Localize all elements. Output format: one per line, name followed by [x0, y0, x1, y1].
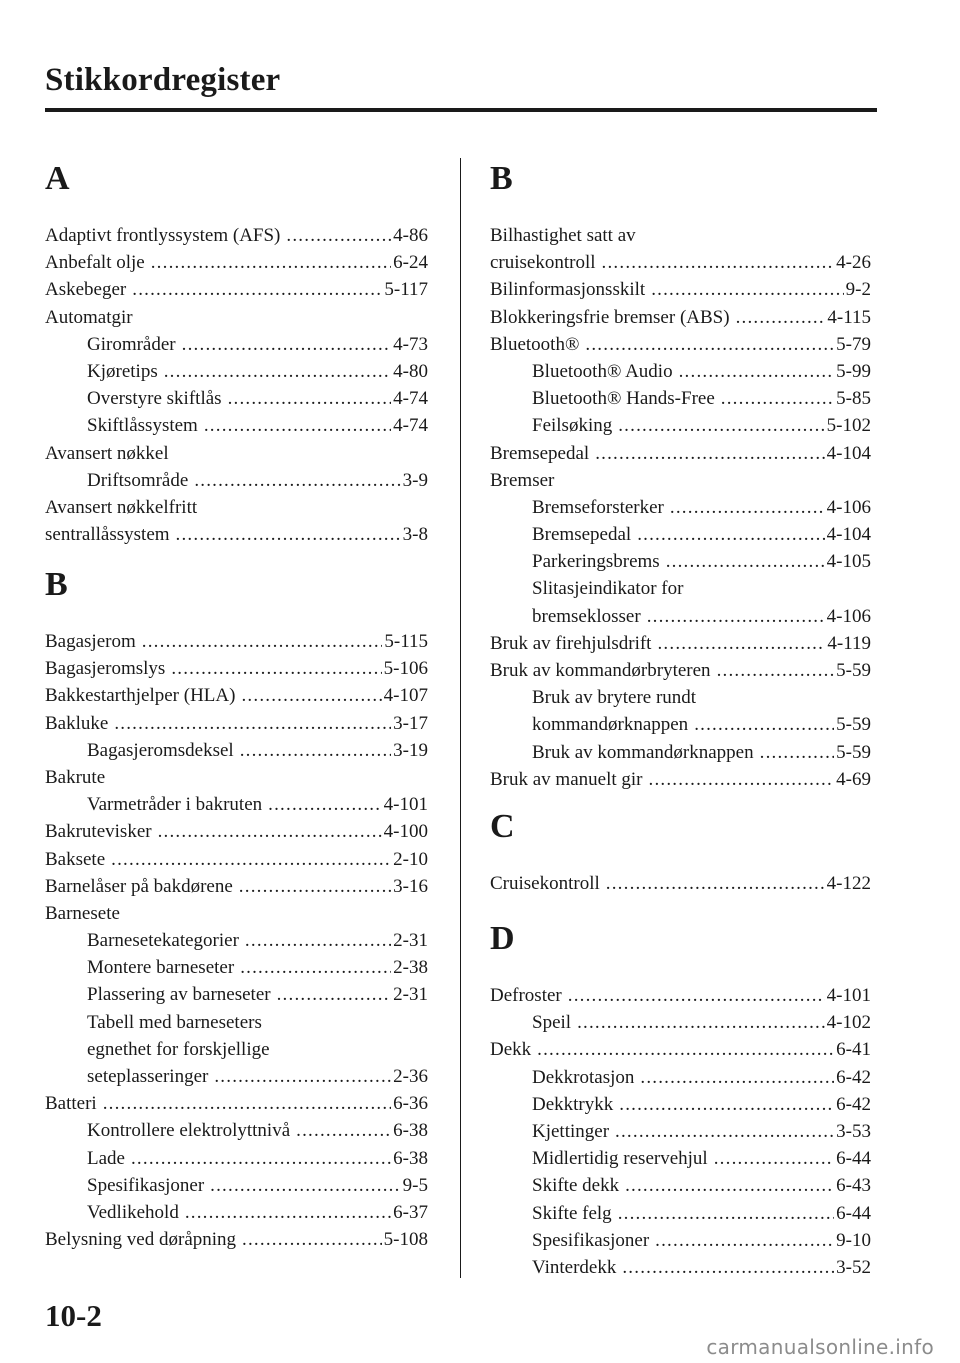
dot-leader — [679, 358, 835, 385]
index-term: Batteri — [45, 1093, 97, 1115]
index-entry — [45, 494, 428, 521]
dot-leader — [537, 1036, 834, 1063]
index-page-ref: 6-44 — [836, 1148, 871, 1170]
index-page-ref: 6-38 — [393, 1120, 428, 1142]
section-letter: A — [45, 160, 70, 197]
index-entry — [490, 711, 871, 738]
index-term: Bakkestarthjelper (HLA) — [45, 685, 236, 707]
index-entry — [490, 1172, 871, 1199]
index-entry — [490, 982, 871, 1009]
index-entry — [45, 764, 428, 791]
index-page-ref: 4-73 — [393, 333, 428, 355]
index-term: Kjøretips — [87, 360, 158, 382]
index-entry — [45, 900, 428, 927]
index-term: Plassering av barneseter — [87, 984, 271, 1006]
index-entry — [490, 1227, 871, 1254]
dot-leader — [214, 1063, 391, 1090]
index-entry — [490, 1009, 871, 1036]
index-entry — [490, 467, 871, 494]
index-term: kommandørknappen — [532, 714, 689, 736]
index-term: Bremser — [490, 469, 555, 491]
index-term: Bruk av kommandørbryteren — [490, 660, 711, 681]
dot-leader — [242, 1226, 382, 1253]
index-page-ref: 3-19 — [393, 739, 428, 761]
index-entry — [490, 276, 871, 303]
index-entry — [490, 222, 871, 249]
dot-leader — [111, 846, 391, 873]
index-page-ref: 6-41 — [836, 1039, 871, 1061]
index-page-ref: 5-59 — [836, 714, 871, 736]
index-entry — [490, 657, 871, 684]
index-term: Feilsøking — [532, 415, 613, 437]
index-entry — [45, 818, 428, 845]
watermark: carmanualsonline.info — [706, 1335, 934, 1359]
index-term: Spesifikasjoner — [87, 1174, 205, 1196]
dot-leader — [618, 412, 824, 439]
dot-leader — [622, 1254, 834, 1281]
index-entry — [45, 655, 428, 682]
index-entry — [490, 575, 871, 602]
index-page-ref: 4-100 — [383, 821, 428, 843]
index-term: Montere barneseter — [87, 957, 235, 979]
index-term: Bruk av manuelt gir — [490, 768, 643, 790]
dot-leader — [568, 982, 825, 1009]
index-term: Bluetooth® Hands-Free — [532, 388, 715, 410]
index-entry — [490, 331, 871, 358]
index-entry — [45, 1036, 428, 1063]
index-page-ref: 5-85 — [836, 388, 871, 410]
index-page-ref: 4-102 — [826, 1012, 871, 1034]
index-page-ref: 3-53 — [836, 1120, 871, 1142]
dot-leader — [602, 249, 835, 276]
index-entry-list — [45, 628, 428, 1253]
index-term: Driftsområde — [87, 469, 189, 491]
index-term: Bruk av brytere rundt — [532, 687, 697, 709]
index-entry — [45, 1090, 428, 1117]
dot-leader — [131, 1145, 391, 1172]
index-entry — [45, 791, 428, 818]
index-entry — [45, 873, 428, 900]
index-entry — [490, 1254, 871, 1281]
dot-leader — [204, 412, 391, 439]
index-entry — [45, 1226, 428, 1253]
index-term: Vinterdekk — [532, 1256, 617, 1278]
index-entry — [490, 249, 871, 276]
dot-leader — [640, 1064, 834, 1091]
index-page-ref: 5-106 — [383, 658, 428, 680]
dot-leader — [670, 494, 825, 521]
index-term: Varmetråder i bakruten — [87, 794, 263, 816]
index-term: bremseklosser — [532, 605, 641, 627]
index-entry — [490, 1036, 871, 1063]
index-page-ref: 4-105 — [826, 551, 871, 573]
index-page-ref: 4-122 — [826, 873, 871, 894]
section-letter: C — [490, 808, 515, 845]
dot-leader — [721, 385, 834, 412]
index-page-ref: 5-79 — [836, 333, 871, 355]
index-page-ref: 5-108 — [383, 1229, 428, 1251]
index-entry — [490, 440, 871, 467]
footer-page-number: 10-2 — [45, 1298, 102, 1333]
index-term: Slitasjeindikator for — [532, 578, 684, 600]
index-entry — [45, 1172, 428, 1199]
dot-leader — [595, 440, 824, 467]
dot-leader — [239, 873, 391, 900]
index-entry — [45, 440, 428, 467]
index-term: Anbefalt olje — [45, 252, 145, 274]
index-entry — [45, 249, 428, 276]
index-term: Bruk av firehjulsdrift — [490, 632, 652, 654]
index-term: Spesifikasjoner — [532, 1229, 650, 1251]
index-entry — [45, 358, 428, 385]
index-page-ref: 4-26 — [836, 252, 871, 274]
index-page-ref: 4-104 — [826, 442, 871, 464]
index-term: seteplasseringer — [87, 1066, 209, 1087]
index-term: Bremsepedal — [490, 442, 590, 464]
index-term: Skifte dekk — [532, 1175, 620, 1197]
dot-leader — [142, 628, 383, 655]
dot-leader — [736, 304, 826, 331]
dot-leader — [694, 711, 834, 738]
dot-leader — [245, 927, 391, 954]
dot-leader — [647, 603, 825, 630]
dot-leader — [151, 249, 391, 276]
index-term: Kontrollere elektrolyttnivå — [87, 1120, 291, 1142]
dot-leader — [241, 682, 381, 709]
index-term: Kjettinger — [532, 1120, 610, 1142]
index-page-ref: 4-115 — [827, 306, 871, 328]
index-entry — [45, 1009, 428, 1036]
index-entry-list — [490, 982, 871, 1281]
index-entry — [45, 276, 428, 303]
dot-leader — [240, 737, 391, 764]
index-term: Bluetooth® — [490, 333, 580, 355]
dot-leader — [185, 1199, 391, 1226]
index-entry — [45, 1199, 428, 1226]
index-term: Dekk — [490, 1039, 532, 1061]
index-page-ref: 3-8 — [402, 524, 428, 546]
index-page-ref: 6-42 — [836, 1066, 871, 1088]
index-page-ref: 4-106 — [826, 496, 871, 518]
index-page-ref: 4-119 — [827, 632, 871, 654]
index-entry — [490, 739, 871, 766]
section-letter: B — [490, 160, 513, 197]
index-entry — [45, 331, 428, 358]
index-page-ref: 9-2 — [845, 279, 871, 301]
index-term: Dekkrotasjon — [532, 1066, 635, 1088]
index-page-ref: 2-36 — [393, 1066, 428, 1087]
dot-leader — [585, 331, 834, 358]
dot-leader — [132, 276, 382, 303]
index-term: Askebeger — [45, 279, 127, 301]
index-page-ref: 6-37 — [393, 1201, 428, 1223]
index-entry — [490, 1200, 871, 1227]
index-term: Girområder — [87, 333, 176, 355]
dot-leader — [228, 385, 392, 412]
dot-leader — [577, 1009, 825, 1036]
dot-leader — [615, 1118, 834, 1145]
index-term: Bagasjeromslys — [45, 658, 166, 680]
dot-leader — [277, 981, 392, 1008]
index-page-ref: 4-74 — [393, 415, 428, 437]
index-entry — [490, 1091, 871, 1118]
index-page-ref: 4-101 — [826, 985, 871, 1006]
index-term: Defroster — [490, 985, 562, 1006]
index-term: sentrallåssystem — [45, 524, 170, 546]
dot-leader — [171, 655, 381, 682]
dot-leader — [625, 1172, 834, 1199]
index-page-ref: 6-43 — [836, 1175, 871, 1197]
index-entry — [490, 870, 871, 897]
dot-leader — [164, 358, 391, 385]
index-page-ref: 4-106 — [826, 605, 871, 627]
dot-leader — [268, 791, 382, 818]
index-page-ref: 5-99 — [836, 360, 871, 382]
index-entry — [490, 494, 871, 521]
index-entry — [490, 548, 871, 575]
index-term: Overstyre skiftlås — [87, 388, 222, 410]
index-term: Bagasjeromsdeksel — [87, 739, 234, 761]
index-entry — [45, 954, 428, 981]
index-term: Baksete — [45, 848, 106, 870]
index-term: Bilinformasjonsskilt — [490, 279, 646, 301]
index-page-ref: 4-104 — [826, 524, 871, 546]
dot-leader — [657, 630, 825, 657]
index-entry — [45, 304, 428, 331]
dot-leader — [637, 521, 824, 548]
index-term: Belysning ved døråpning — [45, 1229, 237, 1251]
index-entry-list — [490, 222, 871, 793]
index-entry — [490, 358, 871, 385]
dot-leader — [649, 766, 835, 793]
index-page-ref: 3-17 — [393, 712, 428, 734]
index-term: cruisekontroll — [490, 252, 596, 274]
index-entry — [45, 385, 428, 412]
dot-leader — [618, 1200, 834, 1227]
index-page-ref: 2-10 — [393, 848, 428, 870]
index-term: Vedlikehold — [87, 1201, 179, 1223]
index-entry — [45, 737, 428, 764]
dot-leader — [666, 548, 825, 575]
index-entry — [45, 846, 428, 873]
index-page-ref: 6-36 — [393, 1093, 428, 1115]
index-page-ref: 4-80 — [393, 360, 428, 382]
index-entry — [45, 222, 428, 249]
index-term: Bluetooth® Audio — [532, 360, 673, 382]
dot-leader — [194, 467, 400, 494]
index-entry — [45, 1117, 428, 1144]
index-entry — [490, 1118, 871, 1145]
dot-leader — [714, 1145, 834, 1172]
index-term: Bakluke — [45, 712, 109, 734]
index-page-ref: 5-102 — [826, 415, 871, 437]
section-letter: B — [45, 566, 68, 603]
index-entry-list — [490, 870, 871, 897]
index-term: Automatgir — [45, 306, 133, 328]
dot-leader — [651, 276, 843, 303]
index-term: Midlertidig reservehjul — [532, 1148, 708, 1170]
index-entry — [490, 630, 871, 657]
dot-leader — [760, 739, 835, 766]
index-term: Lade — [87, 1147, 125, 1169]
index-term: Bruk av kommandørknappen — [532, 741, 754, 763]
index-entry — [490, 385, 871, 412]
index-page-ref: 2-31 — [393, 984, 428, 1006]
index-term: Cruisekontroll — [490, 873, 600, 894]
column-divider — [460, 158, 461, 1278]
index-entry — [45, 710, 428, 737]
index-page-ref: 6-44 — [836, 1202, 871, 1224]
dot-leader — [176, 521, 401, 548]
index-page-ref: 3-16 — [393, 875, 428, 897]
index-entry — [45, 682, 428, 709]
index-page-ref: 4-74 — [393, 388, 428, 410]
index-term: Barnesete — [45, 902, 120, 924]
index-term: Bagasjerom — [45, 631, 136, 652]
index-term: Blokkeringsfrie bremser (ABS) — [490, 306, 730, 328]
index-page-ref: 6-42 — [836, 1093, 871, 1115]
index-term: Bilhastighet satt av — [490, 225, 636, 246]
dot-leader — [240, 954, 391, 981]
dot-leader — [619, 1091, 834, 1118]
index-entry — [490, 521, 871, 548]
index-entry — [45, 1063, 428, 1090]
index-page-ref: 3-9 — [402, 469, 428, 491]
index-term: Bremsepedal — [532, 524, 632, 546]
index-entry-list — [45, 222, 428, 548]
index-term: Avansert nøkkelfritt — [45, 496, 198, 518]
index-term: Barnelåser på bakdørene — [45, 875, 233, 897]
index-term: Bakrutevisker — [45, 821, 152, 843]
index-entry — [490, 412, 871, 439]
dot-leader — [182, 331, 392, 358]
dot-leader — [655, 1227, 834, 1254]
index-entry — [490, 766, 871, 793]
index-term: Avansert nøkkel — [45, 442, 169, 464]
index-page-ref: 6-24 — [393, 252, 428, 274]
index-page-ref: 4-101 — [383, 794, 428, 816]
header-rule — [45, 108, 877, 112]
page-header: Stikkordregister — [45, 62, 281, 98]
index-entry — [45, 467, 428, 494]
index-term: Tabell med barneseters — [87, 1011, 262, 1033]
index-page-ref: 5-115 — [384, 631, 428, 652]
dot-leader — [103, 1090, 391, 1117]
index-entry — [490, 1064, 871, 1091]
index-term: Barnesetekategorier — [87, 930, 239, 952]
index-page-ref: 4-69 — [836, 768, 871, 790]
index-entry — [45, 628, 428, 655]
index-term: Dekktrykk — [532, 1093, 614, 1115]
index-page-ref: 5-59 — [836, 660, 871, 681]
index-page-ref: 3-52 — [836, 1256, 871, 1278]
index-term: Adaptivt frontlyssystem (AFS) — [45, 225, 281, 246]
dot-leader — [158, 818, 382, 845]
dot-leader — [296, 1117, 391, 1144]
index-page-ref: 2-38 — [393, 957, 428, 979]
index-term: Bremseforsterker — [532, 496, 664, 518]
index-page-ref: 5-59 — [836, 741, 871, 763]
index-entry — [45, 412, 428, 439]
index-page-ref: 9-5 — [402, 1174, 428, 1196]
index-term: egnethet for forskjellige — [87, 1038, 270, 1060]
index-entry — [490, 1145, 871, 1172]
index-entry — [45, 927, 428, 954]
dot-leader — [717, 657, 835, 684]
index-entry — [45, 521, 428, 548]
index-page-ref: 2-31 — [393, 930, 428, 952]
index-term: Bakrute — [45, 766, 106, 788]
index-page-ref: 5-117 — [384, 279, 428, 301]
index-entry — [45, 981, 428, 1008]
dot-leader — [114, 710, 391, 737]
index-entry — [490, 304, 871, 331]
index-entry — [45, 1145, 428, 1172]
index-page-ref: 9-10 — [836, 1229, 871, 1251]
dot-leader — [286, 222, 391, 249]
dot-leader — [210, 1172, 401, 1199]
index-entry — [490, 603, 871, 630]
index-page-ref: 6-38 — [393, 1147, 428, 1169]
index-page-ref: 4-86 — [393, 225, 428, 246]
index-entry — [490, 684, 871, 711]
index-term: Skifte felg — [532, 1202, 612, 1224]
dot-leader — [606, 870, 825, 897]
index-term: Speil — [532, 1012, 572, 1034]
index-term: Parkeringsbrems — [532, 551, 660, 573]
index-term: Skiftlåssystem — [87, 415, 198, 437]
index-page-ref: 4-107 — [383, 685, 428, 707]
section-letter: D — [490, 920, 515, 957]
